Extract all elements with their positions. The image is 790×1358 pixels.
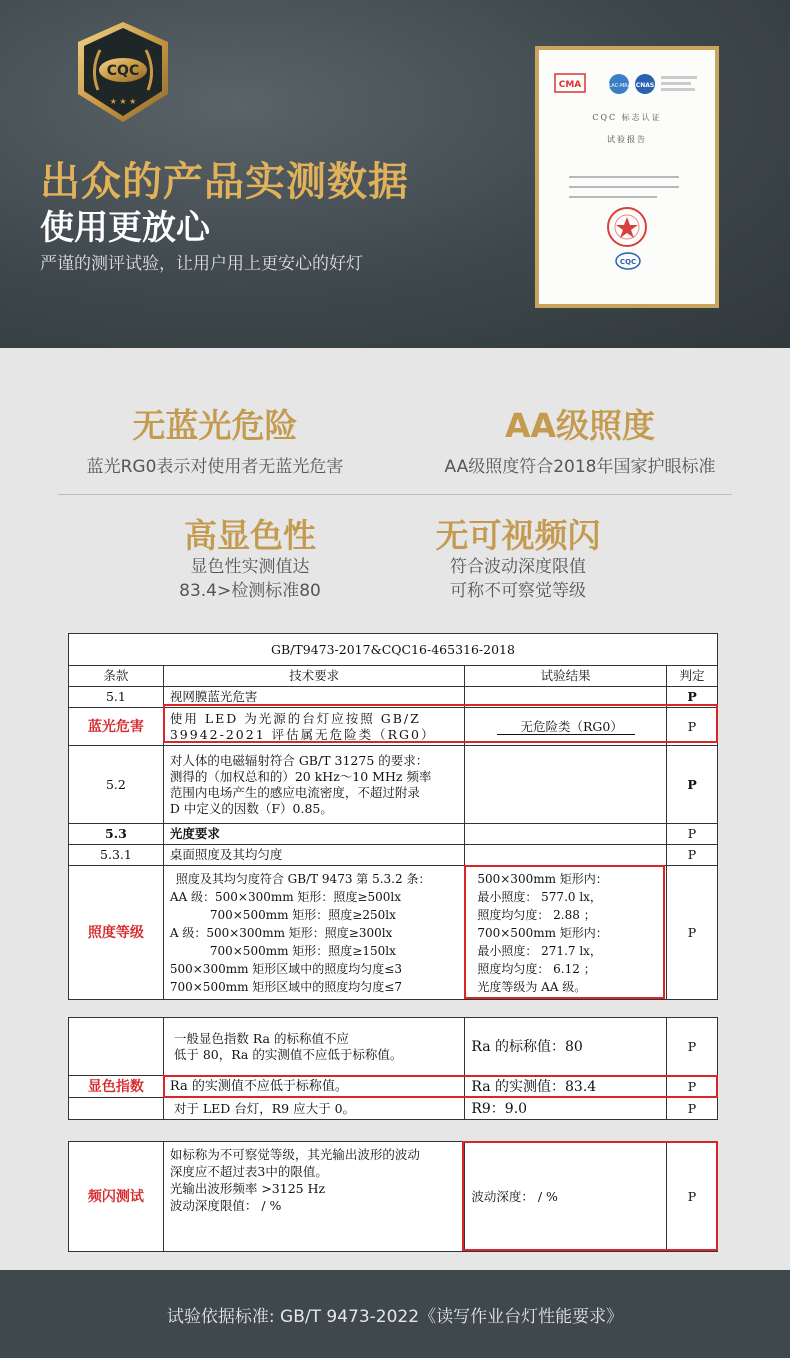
result-min-illuminance-2: 最小照度： 271.7 lx， [477,943,602,958]
label-flicker-test: 频闪测试 [69,1142,164,1252]
table-row: 5.3.1 桌面照度及其均匀度 P [69,845,718,866]
result-rg0: 无危险类（RG0） [497,719,635,735]
table-row: 一般显色指数 Ra 的标称值不应 低于 80，Ra 的实测值不应低于标称值。 Ra 的标称值：80 P [69,1018,718,1076]
feature-title-illuminance: AA级照度 [504,406,656,445]
result-ra-measured: Ra 的实测值：83.4 [465,1076,667,1098]
feature-desc-blue-light: 蓝光RG0表示对使用者无蓝光危害 [86,457,344,477]
cqc-logo-icon [615,252,641,270]
logo-cqc: CQC [619,258,637,266]
footer-standard-text: 试验依据标准: GB/T 9473-2022《读写作业台灯性能要求》 [166,1307,624,1327]
table-row: 5.3 光度要求 P [69,824,718,845]
certificate-image [535,46,719,308]
table-row: 频闪测试 如标称为不可察觉等级，其光输出波形的波动 深度应不超过表3中的限值。 光输出波形频率 >3125 Hz 波动深度限值： / % 波动深度： / % P [69,1142,718,1252]
header-requirement: 技术要求 [163,666,465,687]
footer-banner [0,1270,790,1358]
result-uniformity-1: 照度均匀度： 2.88 ； [477,907,596,922]
certificate-text-lines [569,176,679,206]
header-banner [0,0,790,348]
feature-divider [58,494,732,495]
feature-desc-flicker-1: 符合波动深度限值 [450,557,586,577]
header-clause: 条款 [69,666,164,687]
label-illuminance-grade: 照度等级 [69,866,164,1000]
table-row: 显色指数 Ra 的实测值不应低于标称值。 Ra 的实测值：83.4 P [69,1076,718,1098]
logo-cma: CMA [558,80,582,90]
feature-title-flicker: 无可视频闪 [435,516,601,555]
result-uniformity-2: 照度均匀度： 6.12 ； [477,961,596,976]
result-fluctuation-depth: 波动深度： / % [465,1142,667,1252]
feature-desc-illuminance: AA级照度符合2018年国家护眼标准 [444,457,716,477]
test-report-table-1 [68,633,718,1000]
header-subtitle: 严谨的测评试验，让用户用上更安心的好灯 [40,254,363,274]
table-row: 蓝光危害 使用 LED 为光源的台灯应按照 GB/Z 39942-2021 评估属无危险类（RG0） 无危险类（RG0） P [69,708,718,746]
test-report-table-2 [68,1017,718,1120]
headline-secondary: 使用更放心 [40,208,210,248]
table-caption: GB/T9473-2017&CQC16-465316-2018 [69,634,718,666]
feature-title-color-rendering: 高显色性 [184,516,316,555]
result-min-illuminance-1: 最小照度： 577.0 lx， [477,889,602,904]
logo-ilac: ILAC-MRA [606,83,632,89]
accreditation-logos-icon [553,72,703,98]
headline: 出众的产品实测数据 [40,159,409,205]
label-color-rendering: 显色指数 [69,1076,164,1098]
badge-text: CQC [106,63,140,79]
header-result: 试验结果 [465,666,667,687]
feature-desc-color-rendering-2: 83.4>检测标准80 [179,581,321,601]
feature-desc-color-rendering-1: 显色性实测值达 [190,557,310,577]
certificate-subheading: 试验报告 [607,135,647,144]
logo-cnas: CNAS [635,82,655,89]
table-row: 照度等级 照度及其均匀度符合 GB/T 9473 第 5.3.2 条： AA 级：500×300mm 矩形：照度≥500lx 700×500mm 矩形：照度≥250lx A 级：500×300mm 矩形：照度≥300lx 700×500mm 矩形：照度≥150lx 500×300mm 矩形区域中的照度均匀度≤3 700×500mm 矩形区域中的照度均匀度≤7 500×300mm 矩形内： 最小照度： 577.0 lx， 照度均匀度： 2.88 ； 700×500mm 矩形内： 最小照度： 271.7 lx， 照度均匀度： 6.12 ； 光度等级为 AA 级。 P [69,866,718,1000]
feature-title-blue-light: 无蓝光危险 [132,406,298,445]
header-verdict: 判定 [667,666,718,687]
table-row: 对于 LED 台灯，R9 应大于 0。 R9：9.0 P [69,1098,718,1120]
feature-desc-flicker-2: 可称不可察觉等级 [450,581,586,601]
svg-text:★ ★ ★: ★ ★ ★ [109,97,137,106]
table-row: 5.1 视网膜蓝光危害 P [69,687,718,708]
label-blue-light-hazard: 蓝光危害 [69,708,164,746]
cqc-badge-icon [68,20,178,124]
test-report-table-3 [68,1141,718,1252]
red-seal-icon [605,205,649,249]
result-grade: 光度等级为 AA 级。 [477,979,587,994]
certificate-heading: CQC 标志认证 [592,113,662,122]
table-row: 5.2 对人体的电磁辐射符合 GB/T 31275 的要求： 测得的（加权总和的）20 kHz～10 MHz 频率 范围内电场产生的感应电流密度，不超过附录 D 中定义的因数（F）0.85。 P [69,746,718,824]
